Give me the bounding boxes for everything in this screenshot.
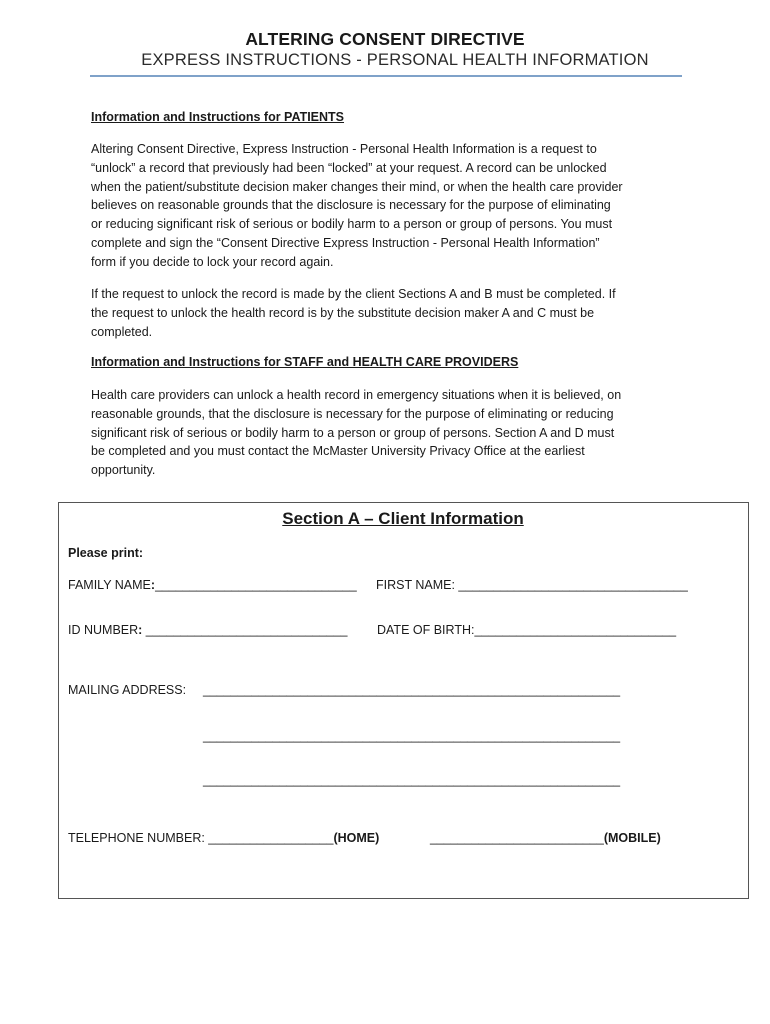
telephone-mobile-suffix: (MOBILE)	[603, 831, 661, 845]
family-name-colon: :	[150, 578, 156, 592]
id-number-field[interactable]	[68, 623, 347, 637]
paragraph-line: Health care providers can unlock a health record in emergency situations when it is believed, on	[91, 388, 622, 402]
date-of-birth-line[interactable]: _____________________________	[474, 623, 677, 637]
paragraph-line: believes on reasonable grounds that the disclosure is necessary for the purpose of eliminating	[91, 198, 611, 213]
id-number-colon: :	[138, 623, 143, 637]
paragraph-line: be completed and you must contact the McMaster University Privacy Office at the earliest	[91, 444, 585, 459]
telephone-home-field[interactable]	[68, 831, 379, 845]
document-title: ALTERING CONSENT DIRECTIVE	[245, 29, 525, 49]
paragraph-line: completed.	[91, 324, 153, 339]
first-name-field[interactable]	[376, 578, 688, 592]
paragraph-line: the request to unlock the health record is by the substitute decision maker A and C must be	[91, 305, 595, 320]
title-divider	[90, 75, 682, 77]
first-name-label: FIRST NAME:	[376, 578, 459, 592]
staff-heading: Information and Instructions for STAFF and HEALTH CARE PROVIDERS	[91, 355, 519, 369]
paragraph-line: If the request to unlock the record is made by the client Sections A and B must be completed. If	[91, 287, 616, 301]
patients-paragraph-1	[91, 140, 691, 272]
telephone-home-line[interactable]: ________________	[222, 831, 334, 845]
paragraph-line: reasonable grounds, that the disclosure is necessary for the purpose of eliminating or reducing	[91, 406, 614, 421]
paragraph-line: opportunity.	[91, 463, 156, 478]
telephone-mobile-line[interactable]: _________________________	[430, 831, 604, 845]
id-number-line[interactable]: _____________________________	[142, 623, 348, 637]
patients-paragraph-2	[91, 285, 691, 341]
paragraph-line: when the patient/substitute decision maker changes their mind, or when the health care provider	[91, 179, 623, 194]
paragraph-line: or reducing significant risk of serious or bodily harm to a person or group of persons. You must	[91, 217, 613, 232]
family-name-line[interactable]: _____________________________	[155, 578, 357, 592]
telephone-mobile-field[interactable]	[430, 831, 661, 845]
paragraph-line: Altering Consent Directive, Express Instruction - Personal Health Information is a request to	[91, 142, 597, 156]
mailing-address-label: MAILING ADDRESS:	[68, 683, 187, 697]
date-of-birth-field[interactable]	[377, 623, 676, 637]
document-subtitle: EXPRESS INSTRUCTIONS - PERSONAL HEALTH INFORMATION	[141, 51, 649, 69]
please-print-label: Please print:	[68, 546, 144, 560]
first-name-line[interactable]: _________________________________	[458, 578, 688, 592]
family-name-field[interactable]	[68, 578, 357, 592]
mailing-address-line-1[interactable]: ____________________________________________________________	[203, 683, 621, 697]
paragraph-line: complete and sign the “Consent Directive Express Instruction - Personal Health Information”	[91, 235, 600, 250]
section-a-title: Section A – Client Information	[282, 509, 524, 528]
paragraph-line: form if you decide to lock your record again.	[91, 254, 334, 269]
paragraph-line: “unlock” a record that previously had been “locked” at your request. A record can be unlocked	[91, 160, 607, 175]
date-of-birth-label: DATE OF BIRTH:	[377, 623, 475, 637]
family-name-label: FAMILY NAME	[68, 578, 151, 592]
telephone-home-suffix: (HOME)	[333, 831, 380, 845]
staff-paragraph	[91, 386, 691, 480]
paragraph-line: significant risk of serious or bodily harm to a person or group of persons. Section A and D must	[91, 425, 615, 440]
mailing-address-line-2[interactable]: ____________________________________________________________	[203, 729, 621, 743]
patients-heading: Information and Instructions for PATIENTS	[91, 110, 345, 124]
telephone-label: TELEPHONE NUMBER: __	[68, 831, 223, 845]
mailing-address-line-3[interactable]: ____________________________________________________________	[203, 773, 621, 787]
id-number-label: ID NUMBER	[68, 623, 139, 637]
